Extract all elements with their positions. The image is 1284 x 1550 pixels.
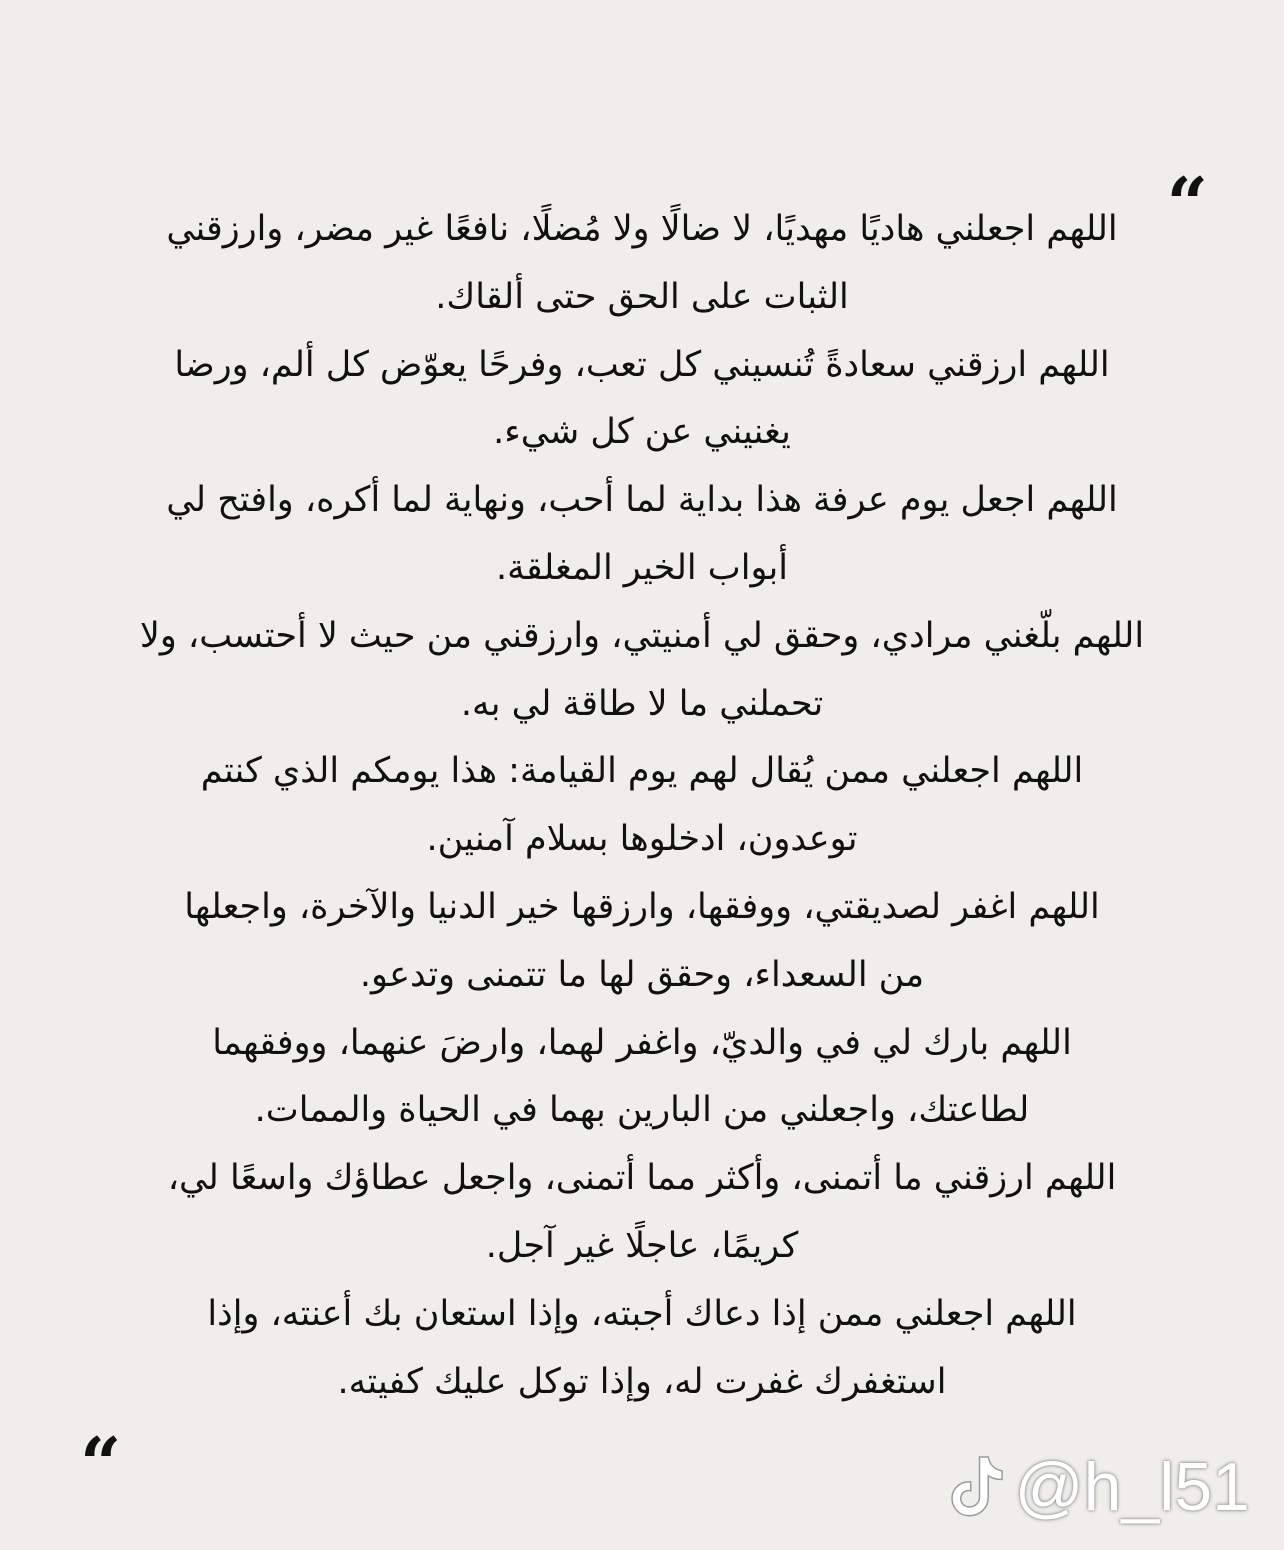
opening-quote-mark: “ [1166,161,1208,246]
dua-line: لطاعتك، واجعلني من البارين بهما في الحياة والممات. [254,1090,1030,1131]
dua-line: اللهم اجعلني هاديًا مهديًا، لا ضالًا ولا مُضلًا، نافعًا غير مضر، وارزقني [166,209,1118,249]
dua-line: أبواب الخير المغلقة. [495,547,788,588]
dua-line: اللهم ارزقني ما أتمنى، وأكثر مما أتمنى، واجعل عطاؤك واسعًا لي، [167,1158,1117,1199]
dua-line: اللهم ارزقني سعادةً تُنسيني كل تعب، وفرحًا يعوّض كل ألم، ورضا [174,344,1110,385]
dua-line: استغفرك غفرت له، وإذا توكل عليك كفيته. [337,1361,947,1402]
dua-line: اللهم بلّغني مرادي، وحقق لي أمنيتي، وارزقني من حيث لا أحتسب، ولا [139,615,1145,656]
dua-line: اللهم اجعل يوم عرفة هذا بداية لما أحب، ونهاية لما أكره، وافتح لي [166,480,1118,521]
watermark-handle: @h_l51 [1014,1449,1250,1525]
dua-line: اللهم اجعلني ممن يُقال لهم يوم القيامة: هذا يومكم الذي كنتم [200,751,1084,792]
dua-line: تحملني ما لا طاقة لي به. [460,683,824,724]
dua-line: الثبات على الحق حتى ألقاك. [435,276,849,317]
dua-line: من السعداء، وحقق لها ما تتمنى وتدعو. [359,954,925,995]
dua-text-block [120,196,1164,1416]
dua-line: كريمًا، عاجلًا غير آجل. [485,1225,799,1266]
dua-line: اللهم اجعلني ممن إذا دعاك أجبته، وإذا استعان بك أعنته، وإذا [207,1293,1077,1334]
closing-quote-mark: “ [80,1421,122,1506]
tiktok-watermark [947,1449,1250,1525]
dua-line: اللهم بارك لي في والديّ، واغفر لهما، وارضَ عنهما، ووفقهما [212,1022,1072,1063]
dua-line: توعدون، ادخلوها بسلام آمنين. [426,819,858,860]
dua-line: يغنيني عن كل شيء. [493,412,791,453]
tiktok-icon [947,1452,1007,1522]
dua-line: اللهم اغفر لصديقتي، ووفقها، وارزقها خير الدنيا والآخرة، واجعلها [184,886,1100,927]
